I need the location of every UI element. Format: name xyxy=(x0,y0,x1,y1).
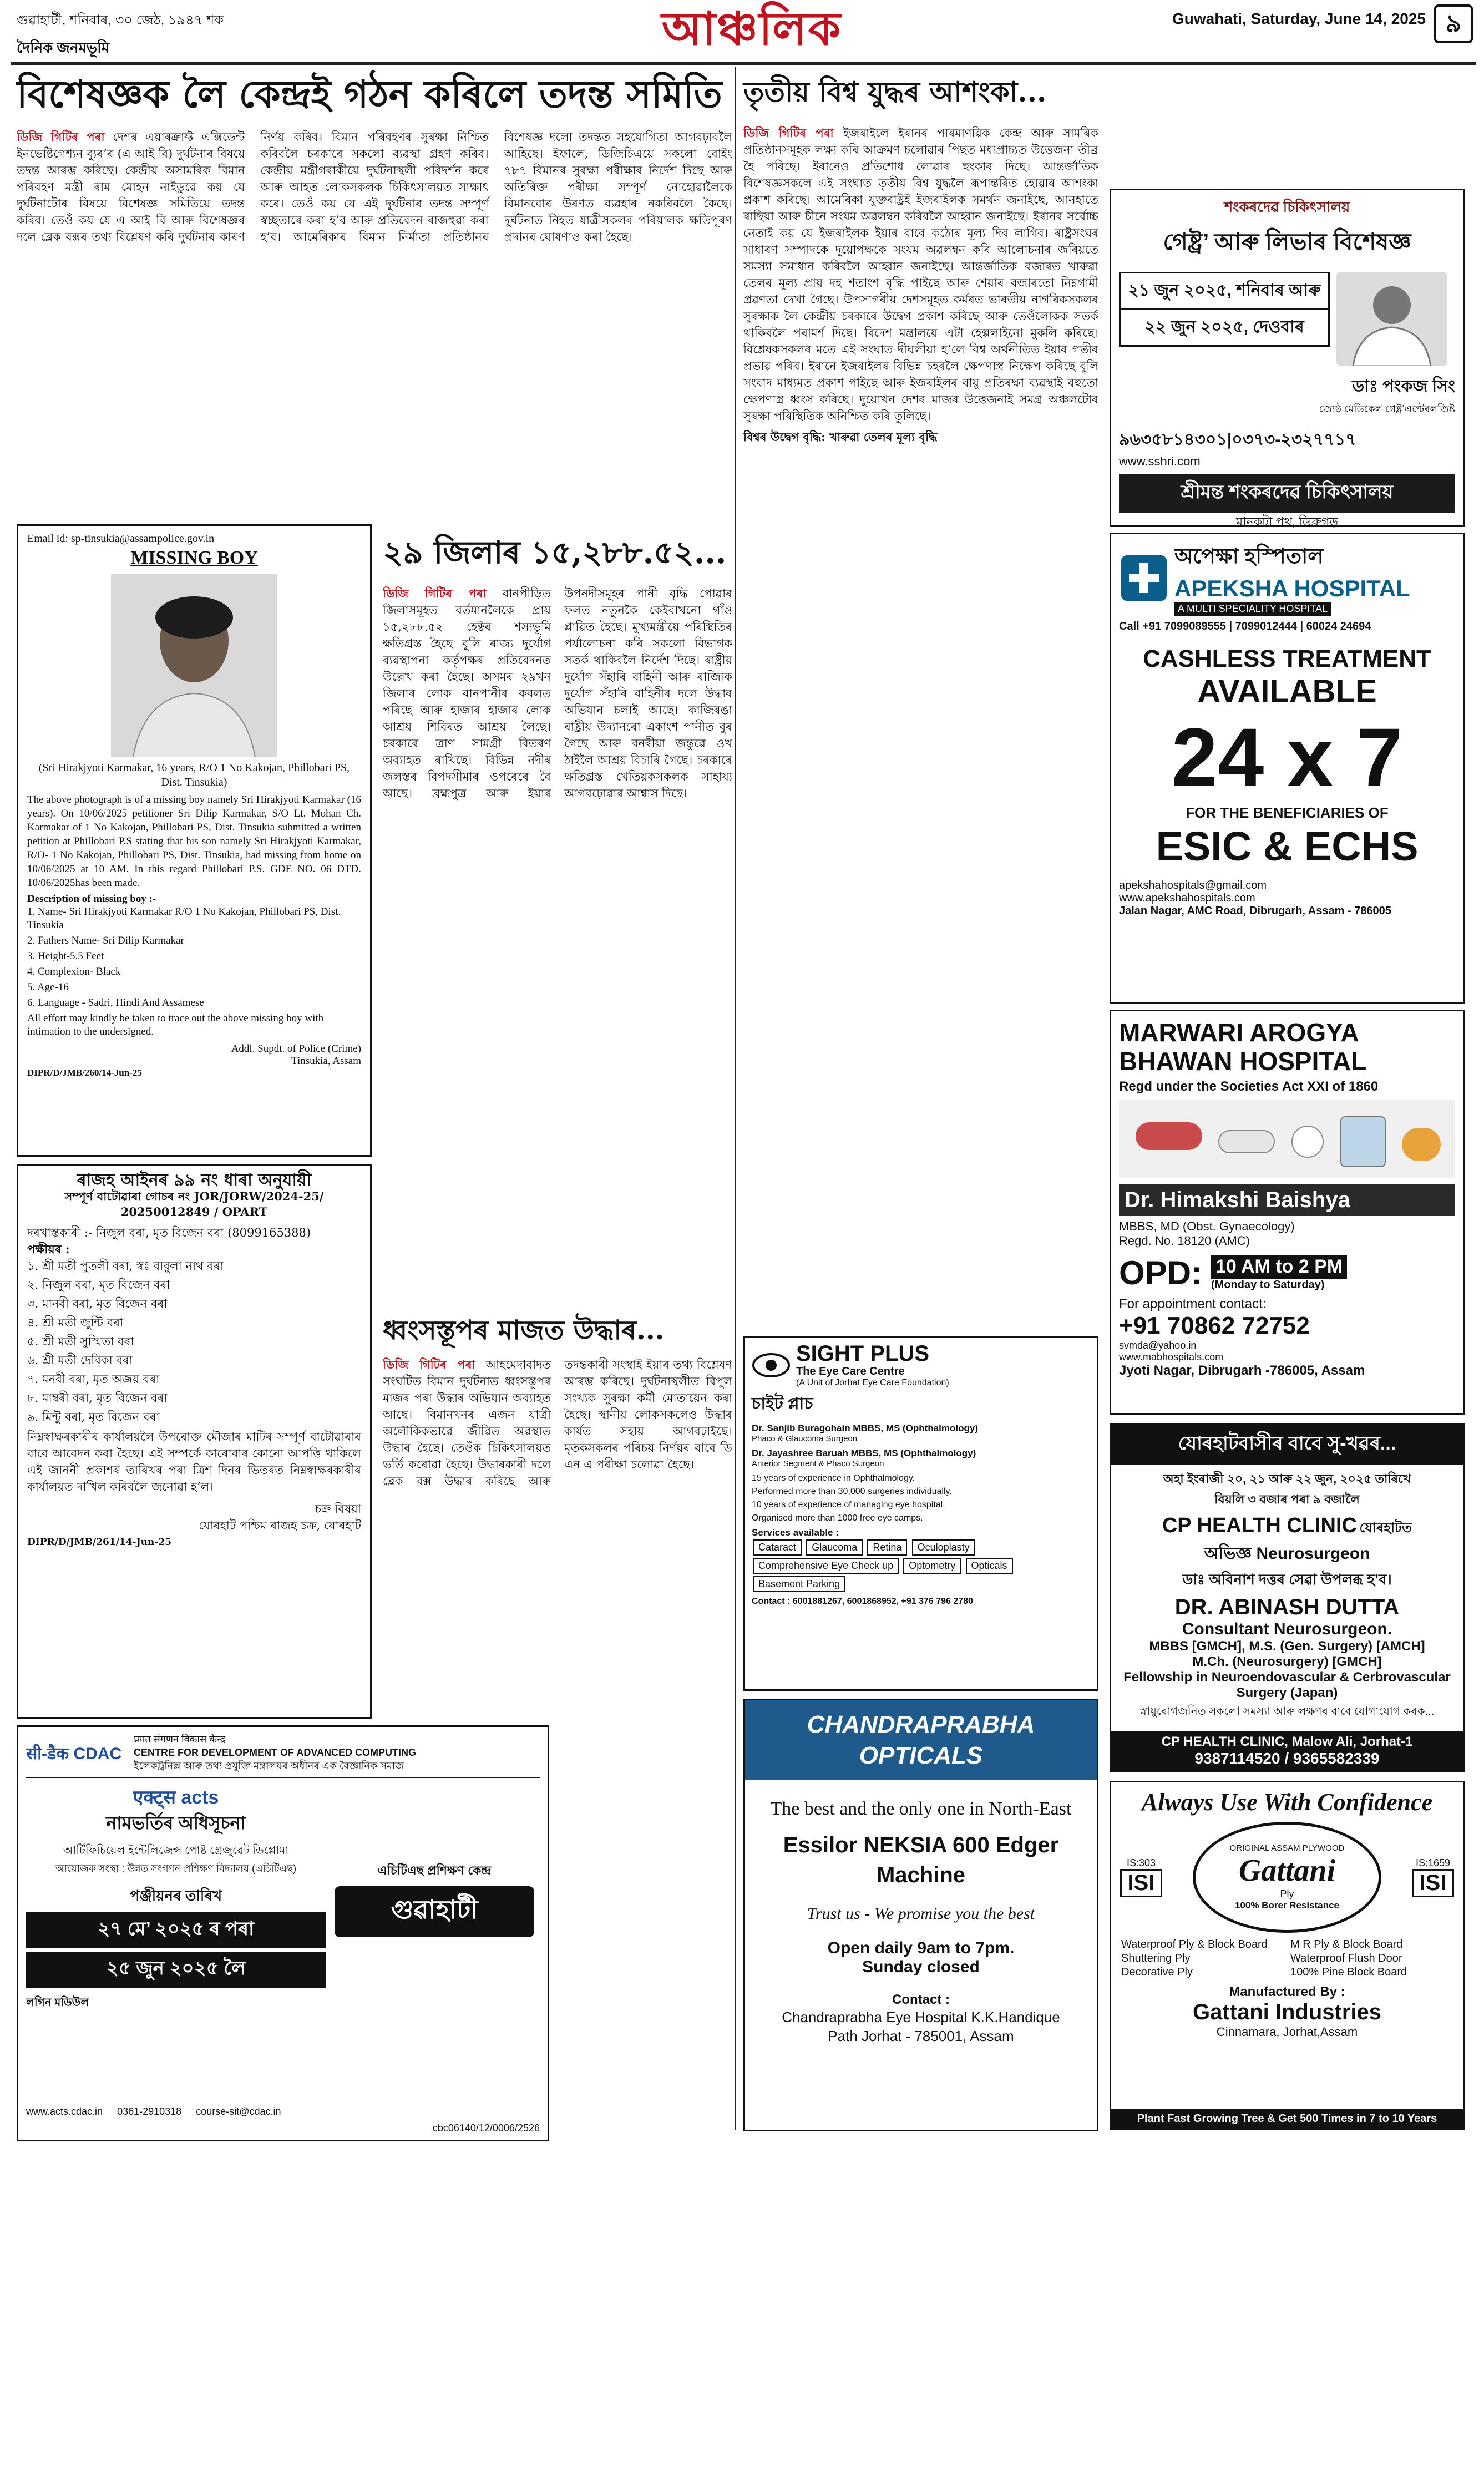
chandraprabha-title: CHANDRAPRABHA OPTICALS xyxy=(745,1700,1097,1780)
gattani-seal xyxy=(1193,1822,1381,1933)
missing-desc-title: Description of missing boy :- xyxy=(27,893,156,905)
list-item: 5. Age-16 xyxy=(27,981,69,993)
marwari-name2: BHAWAN HOSPITAL xyxy=(1119,1047,1367,1076)
missing-boy-photo xyxy=(111,574,277,757)
list-item: ২. নিজুল বৰা, মৃত বিজেন বৰা xyxy=(27,1278,170,1291)
list-item: ৫. শ্ৰী মতী সুস্মিতা বৰা xyxy=(27,1335,134,1348)
missing-title: MISSING BOY xyxy=(130,548,258,568)
cdac-ref: cbc06140/12/0006/2526 xyxy=(432,2122,540,2134)
apeksha-tag: A MULTI SPECIALITY HOSPITAL xyxy=(1174,602,1331,616)
apeksha-address: Jalan Nagar, AMC Road, Dibrugarh, Assam - 786005 xyxy=(1119,905,1391,917)
gattani-brand-top: ORIGINAL ASSAM PLYWOOD xyxy=(1229,1843,1345,1853)
list-item: ৭. মনবী বৰা, মৃত অজয় বৰা xyxy=(27,1372,160,1386)
list-item: ৪. শ্ৰী মতী জুন্টি বৰা xyxy=(27,1316,124,1329)
cp-clinic-ad xyxy=(1110,1423,1465,1772)
missing-ref: DIPR/D/JMB/260/14-Jun-25 xyxy=(27,1067,142,1078)
local-date: গুৱাহাটী, শনিবাৰ, ৩০ জেঠ, ১৯৪৭ শক xyxy=(17,13,224,28)
apeksha-phone: Call +91 7099089555 | 7099012444 | 60024 24694 xyxy=(1119,620,1371,632)
marwari-ad xyxy=(1110,1010,1465,1415)
missing-sign-place: Tinsukia, Assam xyxy=(291,1055,361,1067)
cdac-ad xyxy=(17,1725,549,2141)
sight-plus-services-title: Services available : xyxy=(752,1527,839,1538)
list-item: Waterproof Flush Door xyxy=(1290,1952,1402,1964)
sankaradeva-name: শ্ৰীমন্ত শংকৰদেৱ চিকিৎসালয় xyxy=(1119,474,1455,513)
apeksha-always: 24 x 7 xyxy=(1171,711,1403,804)
wreckage-article xyxy=(383,1356,732,1717)
cdac-org-sub: ইলেকট্ৰনিক্স আৰু তথ্য প্ৰযুক্তি মন্ত্ৰালয়ৰ অধীনৰ এক বৈজ্ঞানিক সমাজ xyxy=(134,1760,404,1771)
sankaradeva-address: মানকটা পথ, ডিব্ৰুগড় xyxy=(1236,515,1338,529)
chandraprabha-hours: Open daily 9am to 7pm. xyxy=(827,1939,1015,1957)
marwari-regd: Regd under the Societies Act XXI of 1860 xyxy=(1119,1079,1379,1094)
cdac-phone: 0361-2910318 xyxy=(117,2106,182,2117)
gattani-is1: IS:303 xyxy=(1126,1857,1156,1868)
cdac-org-by: আয়োজক সংস্থা : উন্নত সংগণন প্ৰশিক্ষণ বিদ্যালয় (এচিটিএছ) xyxy=(55,1863,297,1874)
list-item: 4. Complexion- Black xyxy=(27,966,121,977)
war-bold-line: বিশ্বৰ উদ্বেগ বৃদ্ধি: খাৰুৱা তেলৰ মূল্য বৃদ্ধি xyxy=(743,430,938,444)
cdac-reg-label: পঞ্জীয়নৰ তাৰিখ xyxy=(129,1887,222,1904)
sight-plus-doctor1: Dr. Sanjib Buragohain MBBS, MS (Ophthalmology) xyxy=(752,1423,979,1433)
chandraprabha-ad xyxy=(743,1699,1098,2131)
chandraprabha-trust: Trust us - We promise you the best xyxy=(807,1904,1035,1923)
committee-dateline: ডিজি গিটিৰ পৰা xyxy=(17,130,105,144)
cdac-login: লগিন মডিউল xyxy=(26,1997,89,2009)
land-notice-intro: দৰখাস্তকাৰী :- নিজুল বৰা, মৃত বিজেন বৰা (8099165388) xyxy=(27,1226,311,1239)
missing-boy-notice xyxy=(17,524,372,1157)
apeksha-email[interactable]: apekshahospitals@gmail.com xyxy=(1119,879,1267,891)
war-headline: তৃতীয় বিশ্ব যুদ্ধৰ আশংকা... xyxy=(743,75,1047,108)
war-body: ইজৰাইলে ইৰানৰ পাৰমাণৱিক কেন্দ্ৰ আৰু সামৰিক প্ৰতিষ্ঠানসমূহক লক্ষ্য কৰি আক্ৰমণ চলোৱাৰ পিছত মধ্যপ্ৰাচ্যত উত্তেজনা তীব্ৰ হৈ পৰিছে। ইৰানেও প্ৰতিশোধ লোৱাৰ হুংকাৰ দিছে। আন্তৰ্জাতিক বিশেষজ্ঞসকলে এই সংঘাত তৃতীয় বিশ্ব যুদ্ধলৈ ৰূপান্তৰিত হোৱাৰ আশংকা প্ৰকাশ কৰিছে। আমেৰিকা যুক্তৰাষ্ট্ৰই ইজৰাইলক সমৰ্থন জনাইছে, আনহাতে ৰাছিয়া আৰু চীনে সংযম অৱলম্বন কৰিবলৈ আহ্বান জনাইছে। ইৰানৰ সৰ্বোচ্চ নেতাই কয় যে ইজৰাইলক ইয়াৰ বাবে কঠোৰ মূল্য দিব লাগিব। ৰাষ্ট্ৰসংঘৰ সাধাৰণ সম্পাদকে দুয়োপক্ষকে সংযম অৱলম্বন কৰি আলোচনাৰ জৰিয়তে সমস্যা সমাধান কৰিবলৈ আহ্বান জনাইছে। আন্তৰ্জাতিক বজাৰত খাৰুৱা তেলৰ মূল্য প্ৰায় দহ শতাংশ বৃদ্ধি পাইছে আৰু শেয়াৰ বজাৰতো নিম্নগামী প্ৰৱণতা দেখা গৈছে। উপসাগৰীয় দেশসমূহত কৰ্মৰত ভাৰতীয় নাগৰিকসকলৰ সুৰক্ষাক লৈ কেন্দ্ৰীয় চৰকাৰে উদ্বেগ প্ৰকাশ কৰিছে আৰু তেওঁলোকক সতৰ্ক থাকিবলৈ পৰামৰ্শ দিছে। বিদেশ মন্ত্ৰালয়ে এটা হেল্পলাইনো মুকলি কৰিছে। বিশ্লেষকসকলৰ মতে এই সংঘাত দীঘলীয়া হ’লে বিশ্ব অৰ্থনীতিত ইয়াৰ গভীৰ প্ৰভাৱ পৰিব। ইৰানে ইজৰাইলৰ বিভিন্ন চহৰলৈ ক্ষেপণাস্ত্ৰ নিক্ষেপ কৰিছে বুলি সংবাদ মাধ্যমত প্ৰকাশ পাইছে আৰু ইজৰাইলৰ বায়ু প্ৰতিৰক্ষা ব্যৱস্থাই বহুতো ক্ষেপণাস্ত্ৰ ধ্বংস কৰিছে। দুয়োখন দেশৰ মাজৰ উত্তেজনাই সমগ্ৰ অঞ্চলটোৰ সুৰক্ষা পৰিস্থিতিক অনিশ্চিত কৰি তুলিছে। xyxy=(743,126,1098,423)
marwari-appointment: For appointment contact: xyxy=(1119,1296,1267,1311)
districts-body: বানপীড়িত জিলাসমূহত বৰ্তমানলৈকে প্ৰায় ১৫,২৮৮.৫২ হেক্টৰ শস্যভূমি ক্ষতিগ্ৰস্ত হৈছে বুলি ৰাজ্য দুৰ্যোগ ব্যৱস্থাপনা কৰ্তৃপক্ষৰ প্ৰতিবেদনত উল্লেখ কৰা হৈছে। অসমৰ ২৯খন জিলাৰ লোক বানপানীৰ কবলত পৰিছে আৰু হাজাৰ হাজাৰ লোক আশ্ৰয় শিবিৰত আশ্ৰয় লৈছে। চৰকাৰে ত্ৰাণ সামগ্ৰী বিতৰণ অব্যাহত ৰাখিছে। বিভিন্ন নদীৰ জলস্তৰ বিপদসীমাৰ ওপৰেৰে বৈ আছে। ব্ৰহ্মপুত্ৰ আৰু ইয়াৰ উপনদীসমূহৰ পানী বৃদ্ধি পোৱাৰ ফলত নতুনকৈ কেইবাখনো গাঁও প্লাৱিত হৈছে। মুখ্যমন্ত্ৰীয়ে পৰিস্থিতিৰ পৰ্যালোচনা কৰি সকলো বিভাগক সতৰ্ক থাকিবলৈ নিৰ্দেশ দিছে। ৰাষ্ট্ৰীয় দুৰ্যোগ সঁহাৰি বাহিনী আৰু ৰাজ্যিক দুৰ্যোগ সঁহাৰি বাহিনীৰ দলে উদ্ধাৰ অভিযান চলাই আছে। কাজিৰঙা ৰাষ্ট্ৰীয় উদ্যানৰো একাংশ পানীত বুৰ গৈছে আৰু বনৰীয়া জন্তুৱে ওখ ঠাইলৈ আশ্ৰয় বিচাৰি গৈছে। চৰকাৰে ক্ষতিগ্ৰস্ত খেতিয়কসকলক সাহায্য আগবঢ়োৱাৰ আশ্বাস দিছে। xyxy=(383,587,732,800)
gattani-footer: Plant Fast Growing Tree & Get 500 Times in 7 to 10 Years xyxy=(1111,2109,1463,2129)
list-item: 100% Pine Block Board xyxy=(1290,1966,1407,1978)
apeksha-name: APEKSHA HOSPITAL xyxy=(1174,575,1410,601)
cp-title: Consultant Neurosurgeon. xyxy=(1182,1620,1392,1638)
sight-plus-sub: (A Unit of Jorhat Eye Care Foundation) xyxy=(796,1378,949,1387)
cp-date: অহা ইংৰাজী ২০, ২১ আৰু ২২ জুন, ২০২৫ তাৰিখে xyxy=(1163,1472,1411,1486)
cp-doctor: DR. ABINASH DUTTA xyxy=(1174,1595,1400,1619)
cdac-course: আৰ্টিফিচিয়েল ইন্টেলিজেন্স পোষ্ট গ্ৰেজুৱেট ডিপ্লোমা xyxy=(63,1845,289,1857)
marwari-name1: MARWARI AROGYA xyxy=(1119,1018,1359,1047)
cp-fellow: Fellowship in Neuroendovascular & Cerbrovascular Surgery (Japan) xyxy=(1123,1670,1451,1700)
sankaradeva-doctor: ডাঃ পংকজ সিং xyxy=(1352,377,1455,396)
cp-at: যোৰহাটত xyxy=(1359,1521,1412,1536)
sankaradeva-date1: ২১ জুন ২০২৫, শনিবাৰ আৰু xyxy=(1119,272,1330,310)
page-number: ৯ xyxy=(1434,4,1473,43)
marwari-web[interactable]: www.mabhospitals.com xyxy=(1119,1351,1224,1362)
chandraprabha-address: Chandraprabha Eye Hospital K.K.Handique Path Jorhat - 785001, Assam xyxy=(782,2009,1060,2044)
sankaradeva-headline: গেষ্ট্ৰ’ আৰু লিভাৰ বিশেষজ্ঞ xyxy=(1163,229,1411,255)
wreckage-headline: ধ্বংসস্তূপৰ মাজত উদ্ধাৰ... xyxy=(383,1315,665,1346)
doctor-silhouette-icon xyxy=(1336,272,1447,366)
service-chip: Optometry xyxy=(903,1558,961,1574)
sight-plus-highlights xyxy=(752,1473,1090,1524)
column-divider xyxy=(735,67,736,2130)
cdac-center-label: এচিটিএছ প্ৰশিক্ষণ কেন্দ্ৰ xyxy=(377,1863,492,1877)
wreckage-dateline: ডিজি গিটিৰ পৰা xyxy=(383,1357,475,1371)
cp-address: CP HEALTH CLINIC, Malow Ali, Jorhat-1 xyxy=(1161,1734,1413,1749)
districts-headline: ২৯ জিলাৰ ১৫,২৮৮.৫২... xyxy=(383,534,727,571)
cp-banner: যোৰহাটবাসীৰ বাবে সু-খৱৰ... xyxy=(1111,1425,1463,1465)
acts-logo: एक्ट्स acts xyxy=(133,1787,219,1808)
marwari-doctor: Dr. Himakshi Baishya xyxy=(1119,1184,1455,1216)
sight-plus-services xyxy=(752,1538,1090,1593)
cdac-org-hi: प्रगत संगणन विकास केन्द्र xyxy=(134,1734,226,1745)
sankaradeva-doctor-desc: জ্যেষ্ঠ মেডিকেল গেষ্ট্ৰ’এণ্টেৰলজিষ্ট xyxy=(1319,403,1455,414)
list-item: 10 years of experience of managing eye hospital. xyxy=(752,1500,945,1509)
cp-expert: অভিজ্ঞ Neurosurgeon xyxy=(1204,1544,1370,1563)
eye-icon xyxy=(752,1346,791,1385)
service-chip: Cataract xyxy=(753,1539,802,1556)
missing-desc-list xyxy=(27,905,361,1010)
cdac-headline: নামভৰ্তিৰ অধিসূচনা xyxy=(106,1813,246,1833)
masthead-rule xyxy=(11,62,1476,65)
sight-plus-doctor1-desc: Phaco & Glaucoma Surgeon xyxy=(752,1434,858,1443)
sight-plus-contact: Contact : 6001881267, 6001868952, +91 376 796 2780 xyxy=(752,1597,973,1606)
sight-plus-doctor2-desc: Anterior Segment & Phaco Surgeon xyxy=(752,1459,884,1468)
sankaradeva-web[interactable]: www.sshri.com xyxy=(1119,454,1201,468)
service-chip: Glaucoma xyxy=(806,1539,863,1556)
gattani-products xyxy=(1111,1933,1463,1984)
list-item: Performed more than 30,000 surgeries individually. xyxy=(752,1487,952,1496)
gattani-is2: IS:1659 xyxy=(1415,1857,1451,1868)
sankaradeva-brand: শংকৰদেৱ চিকিৎসালয় xyxy=(1224,199,1350,215)
marwari-doctor-desc: MBBS, MD (Obst. Gynaecology) xyxy=(1119,1219,1295,1233)
marwari-phone: +91 70862 72752 xyxy=(1119,1312,1310,1339)
list-item: Organised more than 1000 free eye camps. xyxy=(752,1513,923,1523)
service-chip: Comprehensive Eye Check up xyxy=(753,1558,899,1574)
cp-phone: 9387114520 / 9365582339 xyxy=(1194,1750,1380,1767)
marwari-address: Jyoti Nagar, Dibrugarh -786005, Assam xyxy=(1119,1363,1365,1378)
cp-time: বিয়লি ৩ বজাৰ পৰা ৯ বজালৈ xyxy=(1214,1492,1360,1506)
missing-caption: (Sri Hirakjyoti Karmakar, 16 years, R/O 1 No Kakojan, Phillobari PS, Dist. Tinsukia) xyxy=(38,762,350,788)
list-item: ৬. শ্ৰী মতী দেবিকা বৰা xyxy=(27,1354,133,1367)
newspaper-title: আঞ্চলিক xyxy=(661,3,842,55)
gattani-address: Cinnamara, Jorhat,Assam xyxy=(1216,2025,1358,2039)
sight-plus-doctor2: Dr. Jayashree Baruah MBBS, MS (Ophthalmology) xyxy=(752,1448,976,1458)
list-item: ৮. মাম্বৰী বৰা, মৃত বিজেন বৰা xyxy=(27,1391,168,1405)
marwari-opd-label: OPD: xyxy=(1119,1254,1202,1291)
apeksha-ad xyxy=(1110,533,1465,1004)
police-email: Email id: sp-tinsukia@assampolice.gov.in xyxy=(27,533,215,545)
apeksha-for: FOR THE BENEFICIARIES OF xyxy=(1186,804,1389,821)
apeksha-cashless: CASHLESS TREATMENT xyxy=(1143,645,1431,672)
missing-note: All effort may kindly be taken to trace out the above missing boy with intimation to the undersigned. xyxy=(27,1012,324,1037)
list-item: Shuttering Ply xyxy=(1121,1952,1191,1964)
cp-clinic-name: CP HEALTH CLINIC xyxy=(1162,1514,1357,1537)
missing-sign: Addl. Supdt. of Police (Crime) xyxy=(231,1043,361,1055)
english-date: Guwahati, Saturday, June 14, 2025 xyxy=(1172,10,1426,27)
section-label: দৈনিক জনমভূমি xyxy=(17,39,110,56)
service-chip: Oculoplasty xyxy=(912,1539,975,1556)
service-chip: Basement Parking xyxy=(753,1576,845,1592)
apeksha-available: AVAILABLE xyxy=(1197,673,1377,710)
land-notice-title: ৰাজহ আইনৰ ৯৯ নং ধাৰা অনুযায়ী xyxy=(77,1171,312,1190)
sankaradeva-date2: ২২ জুন ২০২৫, দেওবাৰ xyxy=(1119,310,1330,347)
cdac-website[interactable]: www.acts.cdac.in xyxy=(26,2106,103,2117)
list-item: 2. Fathers Name- Sri Dilip Karmakar xyxy=(27,935,184,946)
list-item: 1. Name- Sri Hirakjyoti Karmakar R/O 1 No Kakojan, Phillobari PS, Dist. Tinsukia xyxy=(27,906,341,931)
sankaradeva-phone: ৯৬৩৫৮১৪৩০১|০৩৭৩-২৩২৭৭১৭ xyxy=(1119,430,1356,449)
cp-degree2: M.Ch. (Neurosurgery) [GMCH] xyxy=(1192,1654,1382,1669)
land-notice xyxy=(17,1164,372,1719)
list-item: 15 years of experience in Ophthalmology. xyxy=(752,1473,915,1483)
cdac-org-en: CENTRE FOR DEVELOPMENT OF ADVANCED COMPUTING xyxy=(134,1747,417,1758)
land-notice-parties xyxy=(27,1258,361,1425)
cdac-date-from: ২৭ মে’ ২০২৫ ৰ পৰা xyxy=(26,1912,326,1948)
gattani-brand: Gattani xyxy=(1238,1853,1336,1888)
districts-article xyxy=(383,585,732,1301)
list-item: ১. শ্ৰী মতী পুতলী বৰা, স্বঃ বাবুলা নাথ বৰা xyxy=(27,1259,224,1273)
marwari-doctor-regd: Regd. No. 18120 (AMC) xyxy=(1119,1234,1250,1248)
list-item: ৩. মানবী বৰা, মৃত বিজেন বৰা xyxy=(27,1297,168,1310)
sankaradeva-ad xyxy=(1110,189,1465,527)
chandraprabha-line1: The best and the only one in North-East xyxy=(770,1799,1072,1819)
isi-mark-icon: ISI xyxy=(1412,1869,1454,1897)
list-item: Waterproof Ply & Block Board xyxy=(1121,1938,1268,1951)
committee-body: দেশৰ এয়াৰক্ৰাফ্ট এক্সিডেন্ট ইনভেষ্টিগেশ্যন ব্যুৰ’ৰ (এ আই বি) দুৰ্ঘটনাৰ বিষয়ে তদন্ত আৰম্ভ কৰিছে। কেন্দ্ৰীয় অসামৰিক বিমান পৰিবহণ মন্ত্ৰী ৰাম মোহন নাইডুৱে কয় যে দুৰ্ঘটনাটোৰ বিষয়ে বিশেষজ্ঞ সমিতিয়ে তদন্ত কৰিব। তেওঁ কয় যে এ আই বি আৰু বিশেষজ্ঞৰ দলে ব্লেক বক্সৰ তথ্য বিশ্লেষণ কৰি দুৰ্ঘটনাৰ কাৰণ নিৰ্ণয় কৰিব। বিমান পৰিবহণৰ সুৰক্ষা নিশ্চিত কৰিবলৈ চৰকাৰে সকলো ব্যৱস্থা গ্ৰহণ কৰিব। কেন্দ্ৰীয় মন্ত্ৰীগৰাকীয়ে দুৰ্ঘটনাস্থলী পৰিদৰ্শন কৰে আৰু আহত লোকসকলক চিকিৎসালয়ত সাক্ষাৎ কৰে। তেওঁ কয় যে এই দুৰ্ঘটনাৰ তদন্ত সম্পূৰ্ণ স্বচ্ছতাৰে কৰা হ’ব আৰু প্ৰতিবেদন ৰাজহুৱা কৰা হ’ব। আমেৰিকাৰ বিমান নিৰ্মাতা প্ৰতিষ্ঠানৰ বিশেষজ্ঞ দলো তদন্তত সহযোগিতা আগবঢ়াবলৈ আহিছে। ইফালে, ডিজিচিএয়ে সকলো বোইং ৭৮৭ বিমানৰ সুৰক্ষা পৰীক্ষাৰ নিৰ্দেশ দিছে আৰু অতিৰিক্ত পৰীক্ষা সম্পূৰ্ণ নোহোৱালৈকে বিমানবোৰ উৰণত ব্যৱহাৰ নকৰিবলৈ কৈছে। দুৰ্ঘটনাত নিহত যাত্ৰীসকলৰ পৰিয়ালক ক্ষতিপূৰণ প্ৰদানৰ ঘোষণাও কৰা হৈছে। xyxy=(17,130,732,244)
list-item: 3. Height-5.5 Feet xyxy=(27,950,104,962)
doctor-photo xyxy=(1336,272,1447,366)
cp-doctor-local: ডাঃ অবিনাশ দত্তৰ সেৱা উপলব্ধ হ’ব। xyxy=(1182,1571,1392,1588)
land-notice-sign: চক্ৰ বিষয়া xyxy=(315,1502,361,1516)
cdac-logo: सी-डैक CDAC xyxy=(26,1744,122,1763)
cdac-center: গুৱাহাটী xyxy=(335,1886,534,1937)
gattani-mfd: Manufactured By : xyxy=(1229,1984,1345,1999)
sight-plus-local: চাইট প্লাচ xyxy=(752,1395,813,1413)
gattani-slogan: Always Use With Confidence xyxy=(1141,1789,1433,1816)
list-item: ৯. মিন্টু বৰা, মৃত বিজেন বৰা xyxy=(27,1410,160,1424)
gattani-brand-sub: Ply xyxy=(1280,1888,1294,1899)
list-item: M R Ply & Block Board xyxy=(1290,1938,1403,1951)
cp-degree1: MBBS [GMCH], M.S. (Gen. Surgery) [AMCH] xyxy=(1149,1639,1425,1654)
sight-plus-title: SIGHT PLUS xyxy=(796,1341,930,1366)
hospital-logo-icon xyxy=(1119,553,1169,603)
sight-plus-tagline: The Eye Care Centre xyxy=(796,1365,905,1377)
apeksha-web[interactable]: www.apekshahospitals.com xyxy=(1119,892,1255,904)
cdac-email[interactable]: course-sit@cdac.in xyxy=(196,2106,281,2117)
land-notice-sign-place: যোৰহাট পশ্চিম ৰাজহ চক্ৰ, যোৰহাট xyxy=(199,1519,361,1532)
committee-headline: বিশেষজ্ঞক লৈ কেন্দ্ৰই গঠন কৰিলে তদন্ত সমিতি xyxy=(17,72,722,116)
marwari-email[interactable]: svmda@yahoo.in xyxy=(1119,1340,1197,1351)
cdac-date-to: ২৫ জুন ২০২৫ লৈ xyxy=(26,1952,326,1988)
isi-mark-icon: ISI xyxy=(1120,1869,1162,1897)
marwari-opd-time: 10 AM to 2 PM xyxy=(1211,1255,1347,1279)
pills-icon xyxy=(1119,1100,1457,1178)
land-notice-body: নিম্নস্বাক্ষৰকাৰীৰ কাৰ্যালয়লৈ উপৰোক্ত মৌজাৰ মাটিৰ সম্পূৰ্ণ বাটোৱাৰাৰ বাবে আবেদন কৰা হৈছে। এই সম্পৰ্কে কাৰোবাৰ কোনো আপত্তি থাকিলে এই জাননী প্ৰকাশৰ তাৰিখৰ পৰা ত্ৰিশ দিনৰ ভিতৰত নিম্নস্বাক্ষৰকাৰীৰ কাৰ্যালয়ত দাখিল কৰিবলৈ জনোৱা হ’ল। xyxy=(27,1430,361,1493)
districts-dateline: ডিজি গিটিৰ পৰা xyxy=(383,586,487,600)
person-silhouette-icon xyxy=(111,574,277,757)
apeksha-name-local: অপেক্ষা হস্পিতাল xyxy=(1174,545,1324,568)
service-chip: Opticals xyxy=(966,1558,1013,1574)
medicine-illustration xyxy=(1119,1100,1455,1178)
war-dateline: ডিজি গিটিৰ পৰা xyxy=(743,126,834,140)
missing-body: The above photograph is of a missing boy namely Sri Hirakjyoti Karmakar (16 years). On 10/06/2025 petitioner Sri Dilip Karmakar, S/O Lt. Mohan Ch. Karmakar of 1 No Kakojan, Phillobari PS, Dist. Tinsukia submitted a written petition at Phillobari P.S stating that his son namely Sri Hirakjyoti Karmakar, R/O- 1 No Kakojan, Phillobari PS, Dist. Tinsukia, had missing from home on 10/06/2025 at 10 AM. In this regard Phillobari P.S. GDE NO. 06 DTD. 10/06/2025has been made. xyxy=(27,794,361,889)
chandraprabha-product: Essilor NEKSIA 600 Edger Machine xyxy=(783,1833,1059,1887)
land-notice-parties-title: পক্ষীয়ৰ : xyxy=(27,1242,70,1256)
wreckage-body: আহমেদাবাদত সংঘটিত বিমান দুৰ্ঘটনাত ধ্বংসস্তূপৰ মাজৰ পৰা উদ্ধাৰ অভিযান অব্যাহত আছে। বিমানখনৰ এজন যাত্ৰী অলৌকিকভাৱে জীৱিত অৱস্থাত উদ্ধাৰ হৈছে। তেওঁক চিকিৎসালয়ত ভৰ্তি কৰোৱা হৈছে। উদ্ধাৰকাৰী দলে ব্লেক বক্স উদ্ধাৰ কৰিছে আৰু তদন্তকাৰী সংস্থাই ইয়াৰ তথ্য বিশ্লেষণ আৰম্ভ কৰিছে। দুৰ্ঘটনাস্থলীত বিপুল সংখ্যক সুৰক্ষা কৰ্মী মোতায়েন কৰা হৈছে। স্থানীয় লোকসকলেও উদ্ধাৰ কাৰ্যত সহায় আগবঢ়াইছে। মৃতকসকলৰ পৰিচয় নিৰ্ণয়ৰ বাবে ডি এন এ পৰীক্ষা চলোৱা হৈছে। xyxy=(383,1358,732,1488)
sight-plus-ad xyxy=(743,1336,1098,1691)
list-item: Decorative Ply xyxy=(1121,1966,1193,1978)
apeksha-schemes: ESIC & ECHS xyxy=(1156,823,1419,869)
land-notice-ref: DIPR/D/JMB/261/14-Jun-25 xyxy=(27,1537,172,1548)
gattani-brand-bottom: 100% Borer Resistance xyxy=(1234,1900,1340,1911)
gattani-company: Gattani Industries xyxy=(1192,2000,1382,2024)
land-notice-subtitle: সম্পূৰ্ণ বাটোৱাৰা গোচৰ নং JOR/JORW/2024-25/ 20250012849 / OPART xyxy=(64,1189,324,1219)
chandraprabha-closed: Sunday closed xyxy=(862,1958,980,1976)
list-item: 6. Language - Sadri, Hindi And Assamese xyxy=(27,997,204,1009)
service-chip: Retina xyxy=(867,1539,907,1556)
committee-article xyxy=(17,129,732,517)
cp-issue: স্নায়ুৰোগজনিত সকলো সমস্যা আৰু লক্ষণৰ বাবে যোগাযোগ কৰক... xyxy=(1139,1705,1435,1718)
marwari-opd-days: (Monday to Saturday) xyxy=(1211,1278,1325,1291)
chandraprabha-contact-label: Contact : xyxy=(892,1992,950,2007)
gattani-ad xyxy=(1110,1781,1465,2130)
